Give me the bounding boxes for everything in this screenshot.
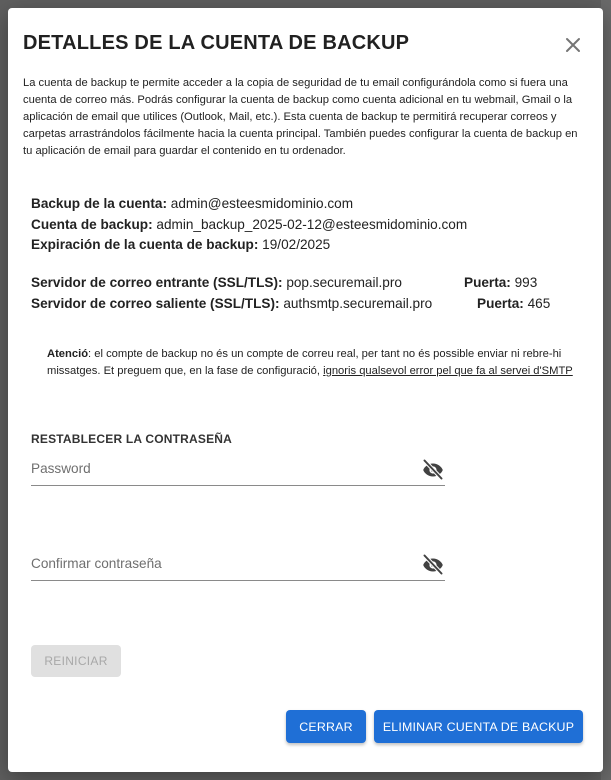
- dialog-title: DETALLES DE LA CUENTA DE BACKUP: [23, 32, 410, 54]
- backup-account-row: [31, 217, 467, 232]
- expiration-label: Expiración de la cuenta de backup:: [31, 237, 259, 252]
- expiration-row: [31, 237, 330, 252]
- backup-account-label: Cuenta de backup:: [31, 217, 153, 232]
- reset-password-title: RESTABLECER LA CONTRASEÑA: [31, 432, 233, 446]
- smtp-error-link[interactable]: ignoris qualsevol error pel que fa al servei d'SMTP: [323, 365, 573, 377]
- delete-backup-account-button[interactable]: ELIMINAR CUENTA DE BACKUP: [374, 710, 583, 743]
- incoming-server-row: [31, 275, 402, 290]
- backup-of-value: admin@esteesmidominio.com: [170, 196, 354, 211]
- eye-off-icon[interactable]: [421, 552, 445, 576]
- backup-account-value: admin_backup_2025-02-12@esteesmidominio.com: [156, 217, 468, 232]
- outgoing-server-label: Servidor de correo saliente (SSL/TLS):: [31, 296, 280, 311]
- incoming-port-value: 993: [514, 275, 538, 290]
- incoming-server-label: Servidor de correo entrante (SSL/TLS):: [31, 275, 283, 290]
- incoming-port: [464, 275, 537, 290]
- close-dialog-button[interactable]: [562, 34, 584, 56]
- outgoing-port: [477, 296, 550, 311]
- warning-label: Atenció: [47, 348, 89, 360]
- incoming-server-value: pop.securemail.pro: [286, 275, 402, 290]
- warning-text: : el compte de backup no és un compte de correu real, per tant no és possible enviar ni rebre-hi missatges. Et preguem que, en la fase de configuració,: [47, 348, 562, 377]
- password-input[interactable]: [31, 457, 411, 479]
- outgoing-server-value: authsmtp.securemail.pro: [283, 296, 433, 311]
- eye-off-icon[interactable]: [421, 457, 445, 481]
- confirm-password-input[interactable]: [31, 552, 411, 574]
- password-field: [31, 453, 445, 486]
- close-button[interactable]: CERRAR: [286, 710, 366, 743]
- confirm-password-field: [31, 548, 445, 581]
- backup-of-label: Backup de la cuenta:: [31, 196, 167, 211]
- backup-of-row: [31, 196, 353, 211]
- close-icon: [565, 37, 581, 53]
- backup-account-dialog: [8, 8, 603, 772]
- expiration-value: 19/02/2025: [262, 237, 331, 252]
- intro-text: La cuenta de backup te permite acceder a la copia de seguridad de tu email configurándola como si fuera una cuenta de correo más. Podrás configurar la cuenta de backup como cuenta adicional en tu webmail, Gmail o la aplicación de email que utilices (Outlook, Mail, etc.). Esta cuenta de backup te permitirá recuperar correos y carpetas arrastrándolos fácilmente hacia la cuenta principal. También puedes configurar la cuenta de backup en tu aplicación de email para guardar el contenido en tu ordenador.: [23, 77, 578, 157]
- outgoing-server-row: [31, 296, 432, 311]
- smtp-warning: [47, 346, 577, 380]
- outgoing-port-label: Puerta:: [477, 296, 524, 311]
- incoming-port-label: Puerta:: [464, 275, 511, 290]
- reset-password-button[interactable]: REINICIAR: [31, 645, 121, 677]
- outgoing-port-value: 465: [527, 296, 551, 311]
